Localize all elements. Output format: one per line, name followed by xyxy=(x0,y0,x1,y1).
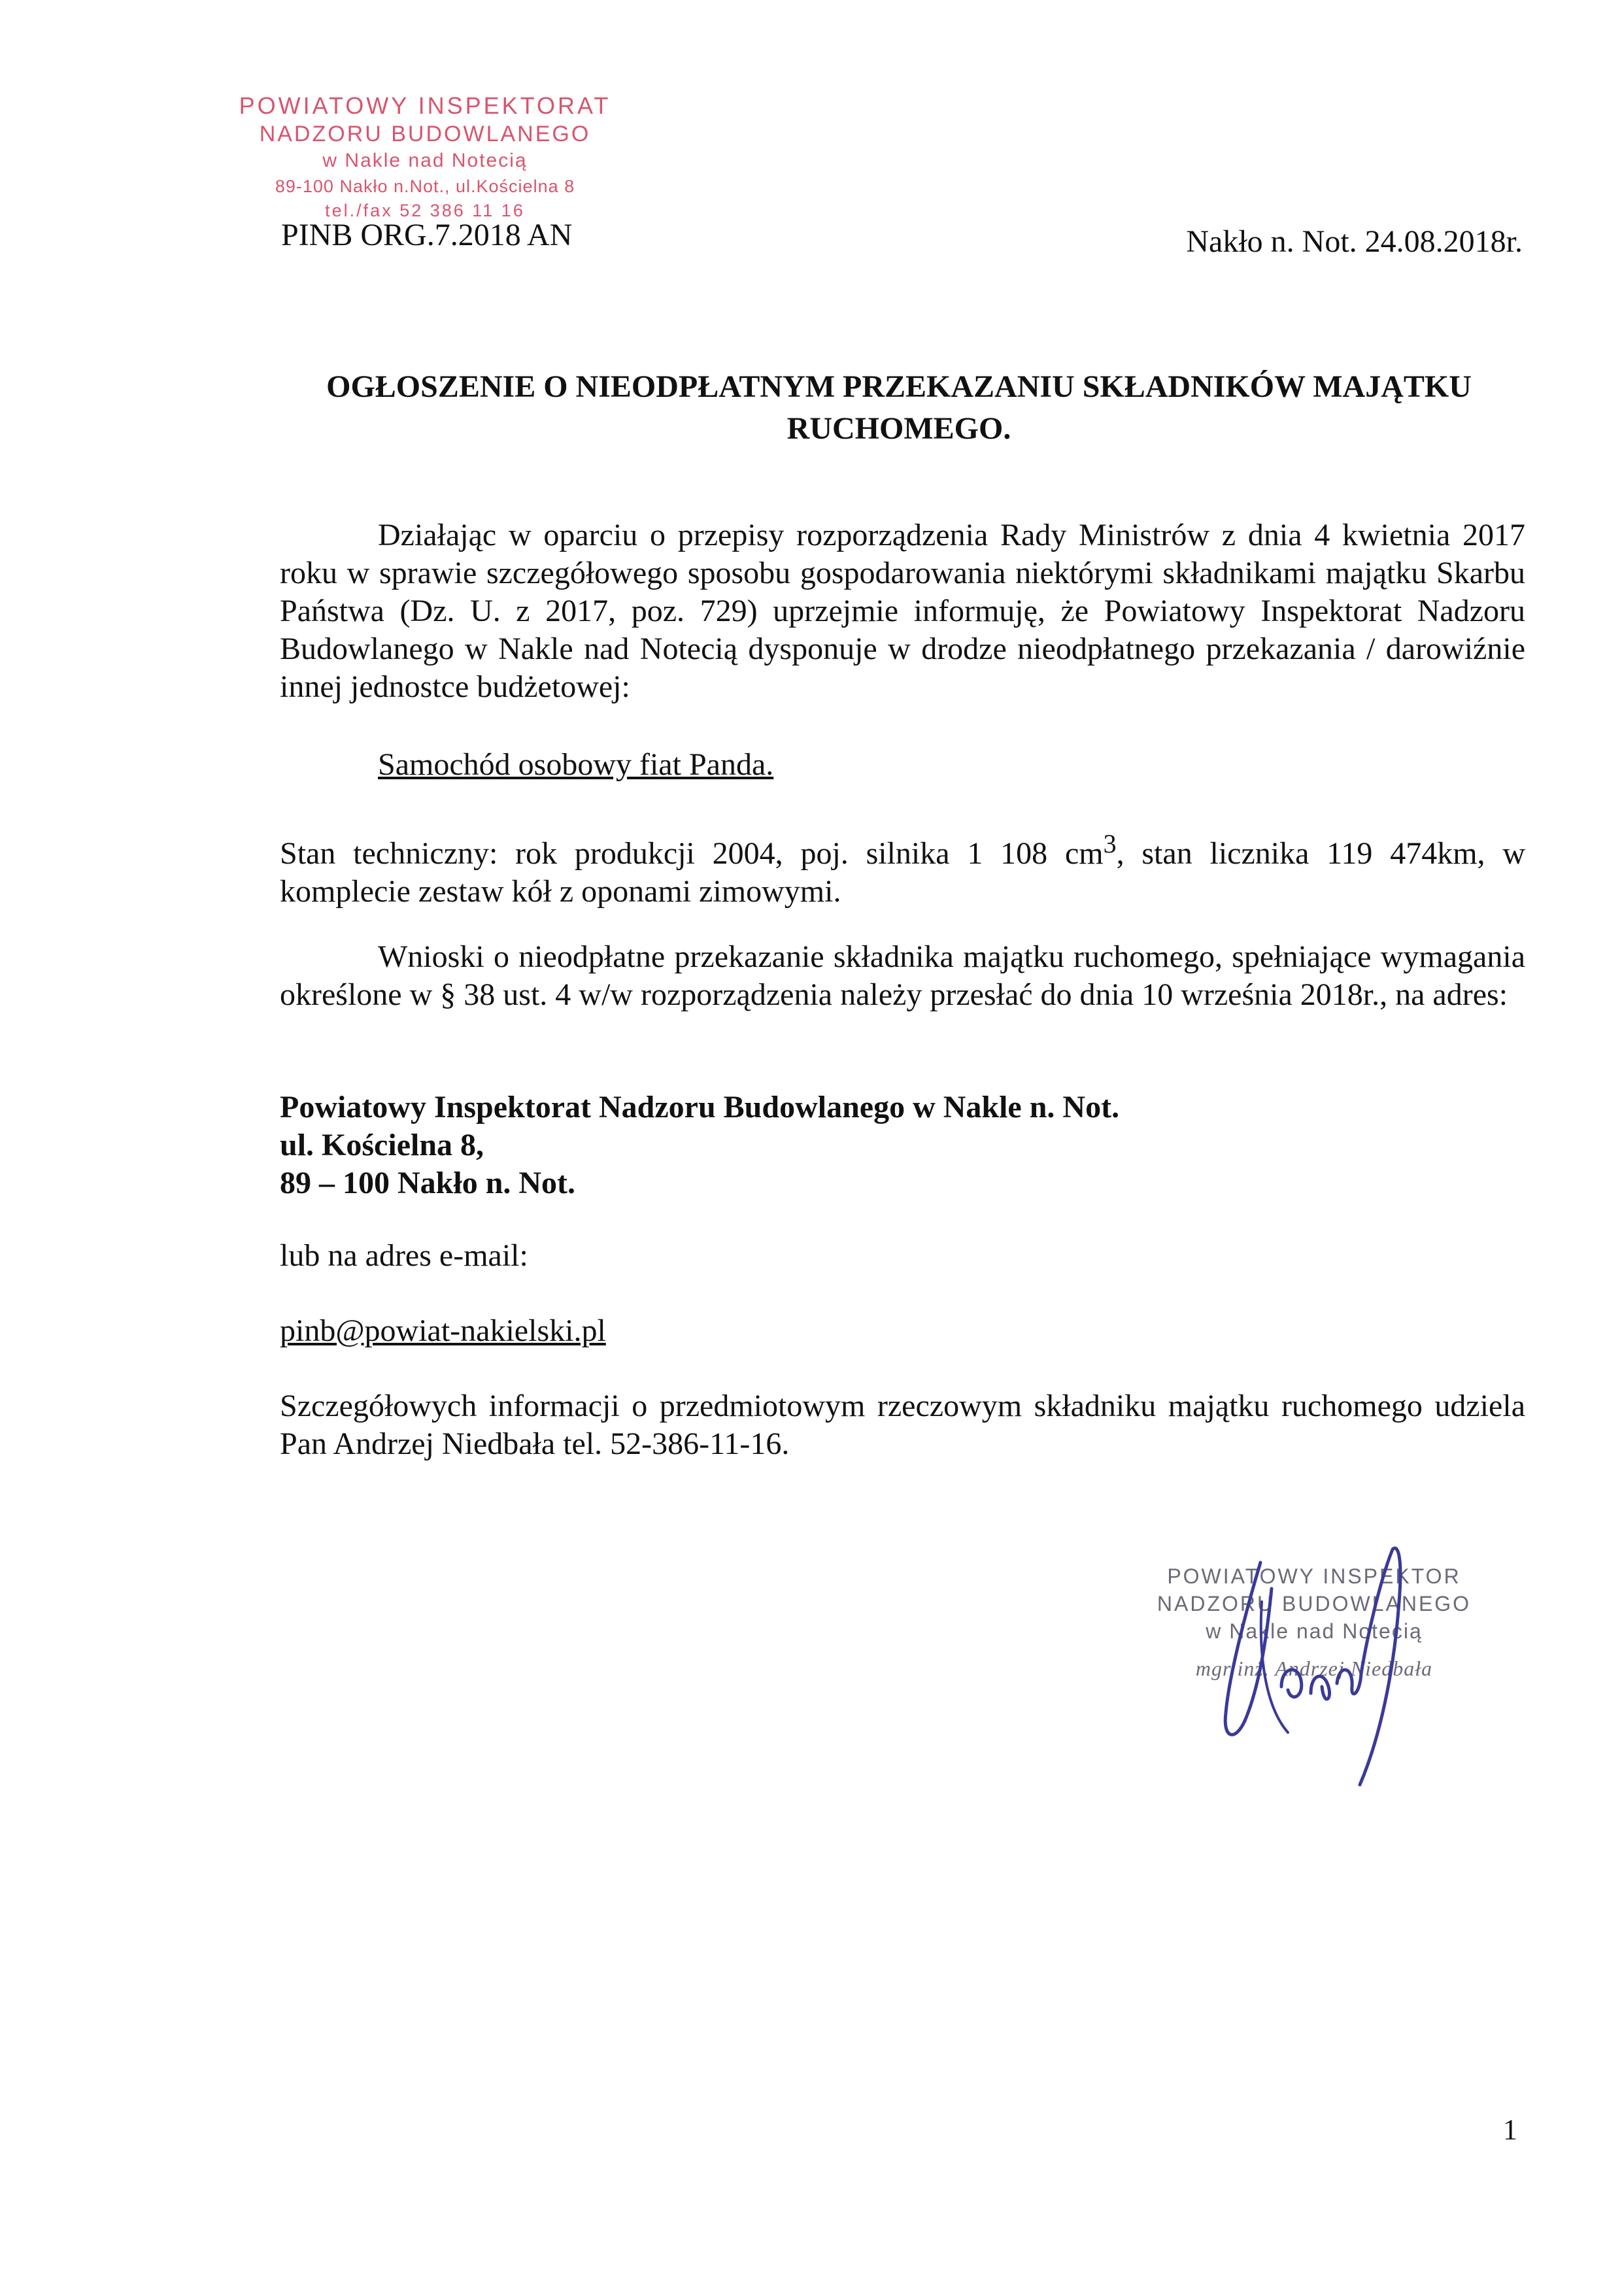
condition-text-rest: , stan licznika 119 474km, w komplecie zestaw kół z oponami zimowymi. xyxy=(280,836,1525,909)
condition-paragraph xyxy=(280,825,1525,911)
address-line-2: ul. Kościelna 8, xyxy=(280,1128,484,1162)
stamp-line-4: 89-100 Nakło n.Not., ul.Kościelna 8 xyxy=(275,177,575,196)
address-line-1: Powiatowy Inspektorat Nadzoru Budowlanego w Nakle n. Not. xyxy=(280,1090,1120,1124)
signature-stamp-line-3: w Nakle nad Notecią xyxy=(1206,1619,1423,1643)
office-stamp xyxy=(235,92,615,222)
condition-superscript: 3 xyxy=(1103,829,1117,858)
email-label: lub na adres e-mail: xyxy=(280,1238,528,1273)
email-link[interactable]: pinb@powiat-nakielski.pl xyxy=(280,1313,606,1348)
handwritten-signature xyxy=(1183,1523,1432,1804)
stamp-line-3: w Nakle nad Notecią xyxy=(322,150,528,171)
stamp-line-1: POWIATOWY INSPEKTORAT xyxy=(239,92,611,119)
signature-stamp-name: mgr inż. Andrzej Niedbała xyxy=(1195,1657,1433,1680)
intro-paragraph: Działając w oparciu o przepisy rozporządzenia Rady Ministrów z dnia 4 kwietnia 2017 roku w sprawie szczegółowego sposobu gospodarowania niektórymi składnikami majątku Skarbu Państwa (Dz. U. z 2017, poz. 729) uprzejmie informuję, że Powiatowy Inspektorat Nadzoru Budowlanego w Nakle nad Notecią dysponuje w drodze nieodpłatnego przekazania / darowiźnie innej jednostce budżetowej: xyxy=(280,518,1525,704)
stamp-line-5: tel./fax 52 386 11 16 xyxy=(325,201,525,220)
page-number: 1 xyxy=(1503,2114,1517,2146)
contact-paragraph: Szczegółowych informacji o przedmiotowym rzeczowym składniku majątku ruchomego udziela Pan Andrzej Niedbała tel. 52-386-11-16. xyxy=(280,1389,1525,1461)
applications-paragraph: Wnioski o nieodpłatne przekazanie składnika majątku ruchomego, spełniające wymagania określone w § 38 ust. 4 w/w rozporządzenia należy przesłać do dnia 10 września 2018r., na adres: xyxy=(280,939,1525,1012)
signature-stamp-line-1: POWIATOWY INSPEKTOR xyxy=(1167,1564,1461,1588)
reference-number: PINB ORG.7.2018 AN xyxy=(281,218,573,252)
address-line-3: 89 – 100 Nakło n. Not. xyxy=(280,1166,576,1200)
vehicle-name: Samochód osobowy fiat Panda. xyxy=(378,747,774,782)
document-title: OGŁOSZENIE O NIEODPŁATNYM PRZEKAZANIU SKŁADNIKÓW MAJĄTKU RUCHOMEGO. xyxy=(326,369,1472,446)
condition-text: Stan techniczny: rok produkcji 2004, poj. silnika 1 108 cm xyxy=(280,836,1104,871)
postal-address xyxy=(280,1089,1119,1202)
stamp-line-2: NADZORU BUDOWLANEGO xyxy=(259,122,591,146)
document-date: Nakło n. Not. 24.08.2018r. xyxy=(1186,224,1523,259)
signature-stamp-line-2: NADZORU BUDOWLANEGO xyxy=(1157,1592,1472,1615)
